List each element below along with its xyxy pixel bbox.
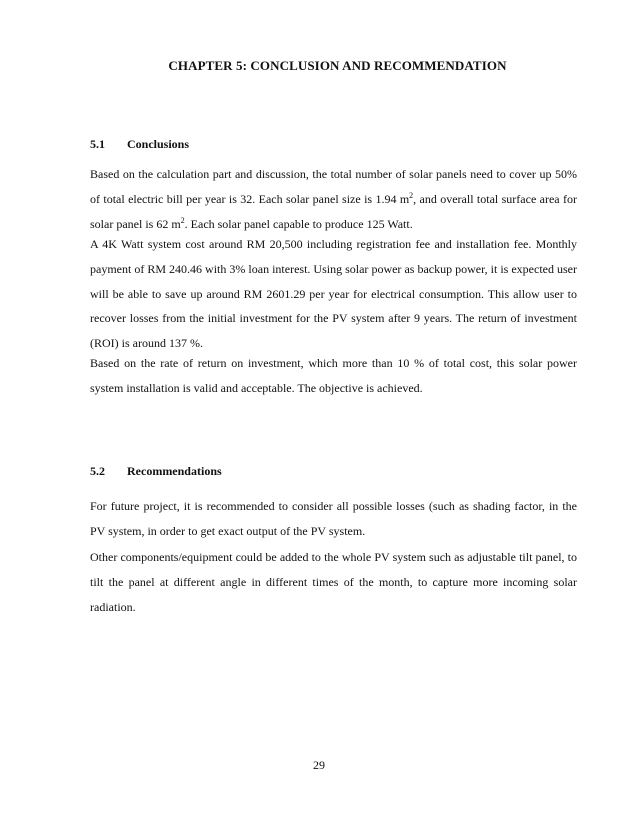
paragraph-text: . Each solar panel capable to produce 125 Watt.	[184, 216, 413, 231]
chapter-title: CHAPTER 5: CONCLUSION AND RECOMMENDATION	[168, 58, 507, 73]
section-heading-conclusions	[90, 137, 189, 152]
conclusion-paragraph-3: Based on the rate of return on investment, which more than 10 % of total cost, this solar power system installation is valid and acceptable. The objective is achieved.	[90, 356, 577, 395]
conclusion-paragraph-2: A 4K Watt system cost around RM 20,500 including registration fee and installation fee. Monthly payment of RM 240.46 with 3% loan interest. Using solar power as backup power, it is expected user will be able to save up around RM 2601.29 per year for electrical consumption. This allow user to recover losses from the initial investment for the PV system after 9 years. The return of investment (ROI) is around 137 %.	[90, 237, 577, 351]
superscript: 2	[180, 215, 185, 225]
conclusion-paragraph-1	[90, 162, 577, 236]
section-number: 5.2	[90, 464, 105, 478]
recommendation-paragraph-2: Other components/equipment could be added to the whole PV system such as adjustable tilt panel, to tilt the panel at different angle in different times of the month, to capture more incoming solar radiation.	[90, 550, 577, 614]
recommendation-paragraph-1: For future project, it is recommended to consider all possible losses (such as shading factor, in the PV system, in order to get exact output of the PV system.	[90, 499, 577, 538]
section-number: 5.1	[90, 137, 105, 151]
page-number: 29	[313, 758, 325, 772]
paragraph-text: Based on the calculation part and discussion, the total number of solar panels need to cover up 50% of total electric bill per year is 32. Each solar panel size is 1.94 m	[90, 167, 577, 206]
paragraph-text: , and overall total surface area for solar panel is 62 m	[90, 191, 577, 231]
section-heading-recommendations	[90, 464, 222, 479]
section-title: Conclusions	[127, 137, 190, 151]
section-title: Recommendations	[127, 464, 222, 478]
superscript: 2	[409, 190, 414, 200]
